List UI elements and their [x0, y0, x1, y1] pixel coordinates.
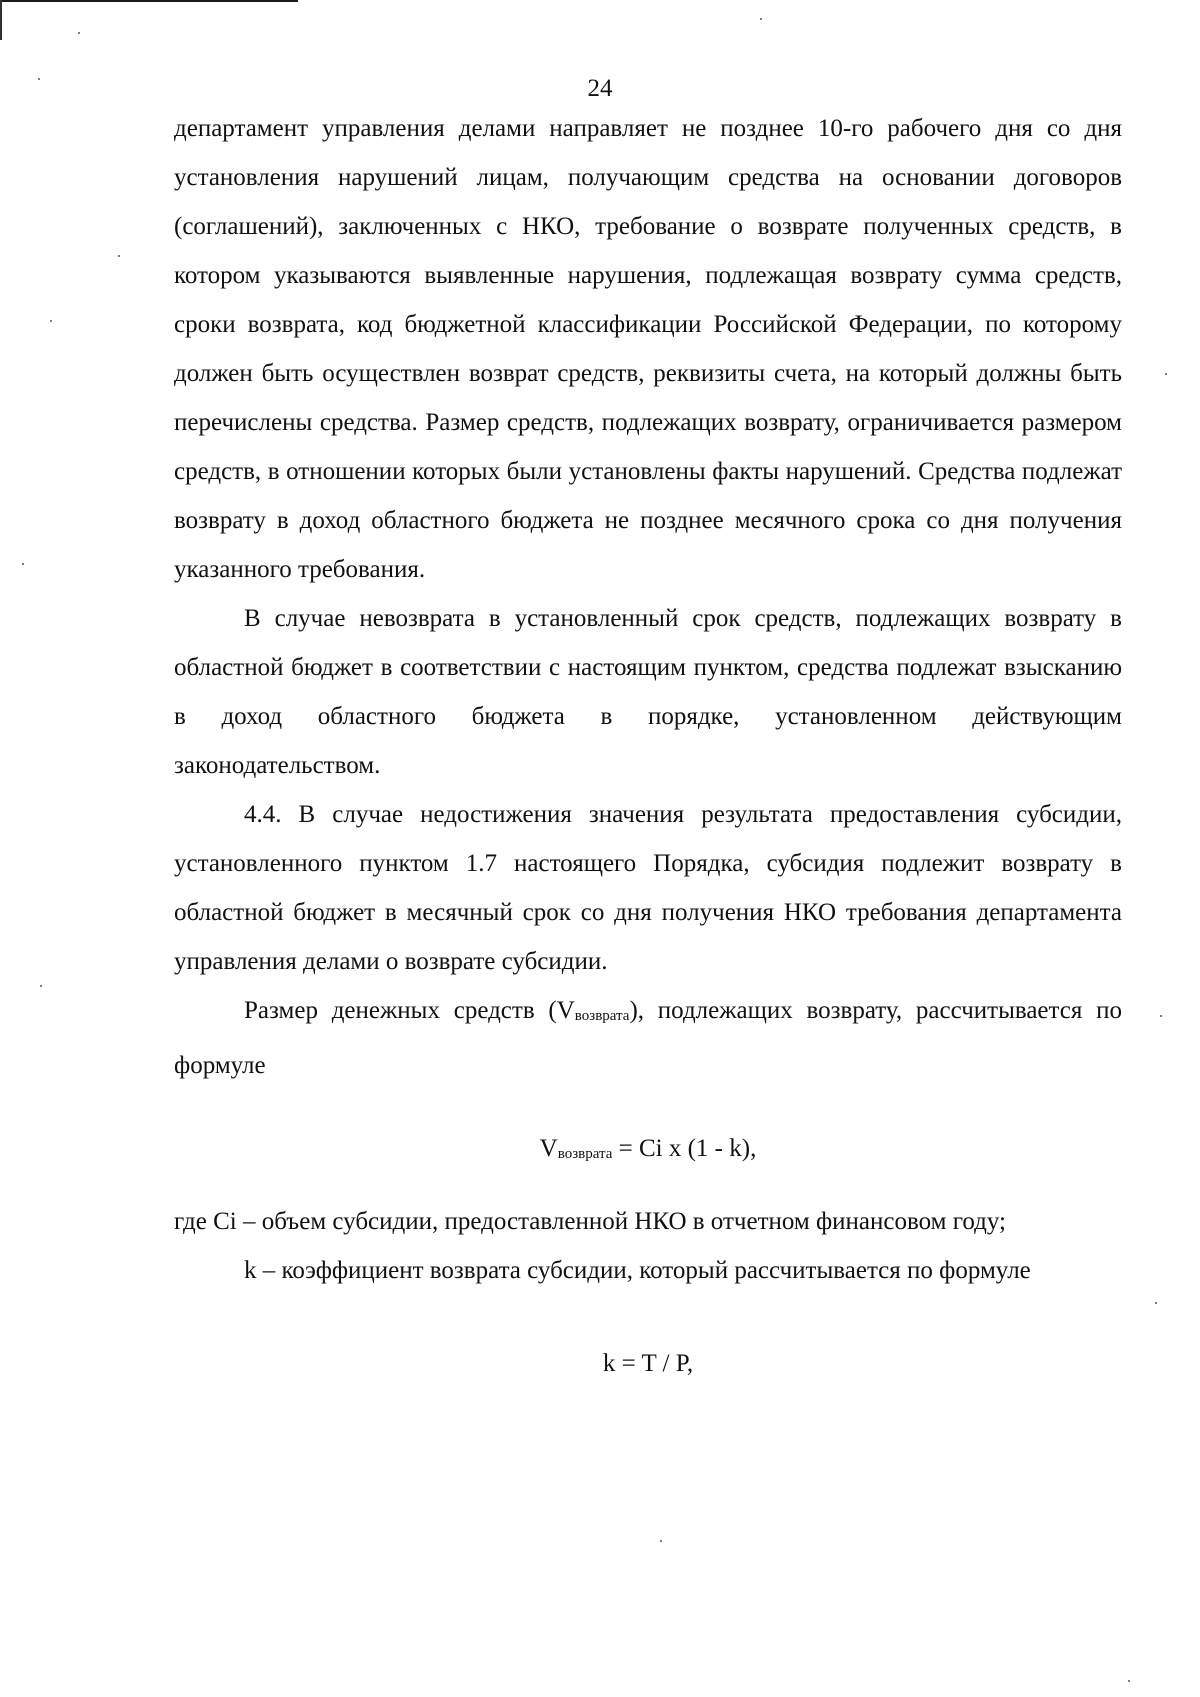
scan-speck	[660, 1540, 662, 1542]
refund-size-text-after: ), подлежащих возврату, рассчитывается по формуле	[174, 997, 1123, 1079]
page-number: 24	[587, 75, 613, 102]
formula-refund-subscript: возврата	[557, 1146, 613, 1162]
refund-size-subscript: возврата	[574, 1008, 630, 1024]
formula-refund-variable: V	[539, 1135, 558, 1162]
definition-k: k – коэффициент возврата субсидии, который рассчитывается по формуле	[244, 1257, 1031, 1284]
paragraph-return-requirement: департамент управления делами направляет не позднее 10-го рабочего дня со дня установления нарушений лицам, получающим средства на основании договоров (соглашений), заключенных с НКО, требование о возврате полученных средств, в котором указываются выявленные нарушения, подлежащая возврату сумма средств, сроки возврата, код бюджетной классификации Российской Федерации, по которому должен быть осуществлен возврат средств, реквизиты счета, на который должны быть перечислены средства. Размер средств, подлежащих возврату, ограничивается размером средств, в отношении которых были установлены факты нарушений. Средства подлежат возврату в доход областного бюджета не позднее месячного срока со дня получения указанного требования.	[174, 115, 1122, 583]
scan-speck	[50, 320, 52, 322]
formula-refund-expression: = Ci x (1 - k),	[612, 1135, 757, 1162]
scan-speck	[40, 985, 42, 987]
document-body	[174, 104, 1122, 1388]
paragraph-refund-size	[174, 986, 1122, 1090]
paragraph-non-return-recovery: В случае невозврата в установленный срок средств, подлежащих возврату в областной бюджет в соответствии с настоящим пунктом, средства подлежат взысканию в доход областного бюджета в порядке, установленном действующим законодательством.	[174, 605, 1122, 779]
scan-speck	[38, 78, 40, 80]
scan-speck	[1165, 373, 1167, 375]
top-scan-rule	[0, 0, 298, 2]
paragraph-clause-4-4: 4.4. В случае недостижения значения результата предоставления субсидии, установленного пунктом 1.7 настоящего Порядка, субсидия подлежит возврату в областной бюджет в месячный срок со дня получения НКО требования департамента управления делами о возврате субсидии.	[174, 801, 1122, 975]
formula-refund-amount	[174, 1124, 1122, 1179]
scan-speck	[760, 18, 762, 20]
scan-speck	[22, 563, 24, 565]
formula-k-coefficient: k = T / P,	[602, 1350, 694, 1377]
scan-speck	[1160, 1015, 1162, 1017]
definition-ci: где Ci – объем субсидии, предоставленной НКО в отчетном финансовом году;	[174, 1208, 1006, 1235]
scan-speck	[1128, 1680, 1130, 1682]
left-scan-edge	[0, 0, 2, 40]
scan-speck	[1155, 1302, 1157, 1304]
refund-size-text-before: Размер денежных средств (V	[244, 997, 575, 1024]
scan-speck	[118, 255, 120, 257]
scan-speck	[78, 32, 80, 34]
